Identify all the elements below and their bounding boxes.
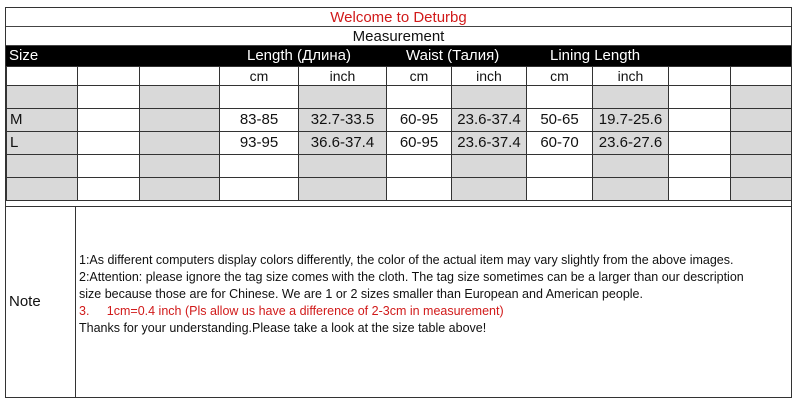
note-line-4: 3. 1cm=0.4 inch (Pls allow us have a difference of 2-3cm in measurement) <box>79 304 504 318</box>
cell: 23.6-37.4 <box>452 109 527 132</box>
unit-cell <box>78 67 140 86</box>
cell: 23.6-27.6 <box>593 132 669 155</box>
note-line-2: 2:Attention: please ignore the tag size comes with the cloth. The tag size sometimes can be a larger than our description <box>79 270 744 284</box>
cell: 83-85 <box>220 109 299 132</box>
cell <box>299 178 387 201</box>
unit-cell <box>731 67 792 86</box>
cell: 60-95 <box>387 109 452 132</box>
cell <box>527 86 593 109</box>
cell <box>140 178 220 201</box>
cell <box>140 109 220 132</box>
size-cell <box>7 86 78 109</box>
table-row <box>7 178 792 201</box>
cell <box>140 86 220 109</box>
header-length: Length (Длина) <box>247 47 351 64</box>
cell <box>452 178 527 201</box>
header-size: Size <box>9 47 39 64</box>
cell <box>593 155 669 178</box>
cell <box>78 178 140 201</box>
cell <box>452 86 527 109</box>
cell <box>220 178 299 201</box>
size-cell <box>7 155 78 178</box>
cell <box>220 86 299 109</box>
cell <box>669 132 731 155</box>
cell <box>593 86 669 109</box>
size-table <box>6 66 791 201</box>
note-section <box>6 206 791 397</box>
cell <box>527 178 593 201</box>
size-cell <box>7 178 78 201</box>
cell <box>387 155 452 178</box>
cell <box>140 155 220 178</box>
cell: 50-65 <box>527 109 593 132</box>
unit-cell <box>140 67 220 86</box>
cell <box>220 155 299 178</box>
cell: 23.6-37.4 <box>452 132 527 155</box>
cell <box>452 155 527 178</box>
cell: 32.7-33.5 <box>299 109 387 132</box>
unit-cell: inch <box>593 67 669 86</box>
unit-cell: inch <box>452 67 527 86</box>
size-cell: L <box>7 132 78 155</box>
unit-cell: cm <box>387 67 452 86</box>
chart-title: Welcome to Deturbg <box>6 8 791 27</box>
column-header-bar <box>6 46 791 66</box>
cell <box>78 86 140 109</box>
unit-cell <box>7 67 78 86</box>
cell: 36.6-37.4 <box>299 132 387 155</box>
note-label: Note <box>6 207 76 397</box>
size-cell: M <box>7 109 78 132</box>
cell <box>669 86 731 109</box>
cell <box>731 155 792 178</box>
cell <box>78 109 140 132</box>
unit-cell: cm <box>527 67 593 86</box>
cell <box>731 86 792 109</box>
header-lining-length: Lining Length <box>550 47 641 64</box>
table-row <box>7 132 792 155</box>
cell: 60-70 <box>527 132 593 155</box>
cell <box>78 155 140 178</box>
cell <box>731 109 792 132</box>
table-row <box>7 86 792 109</box>
note-line-1: 1:As different computers display colors differently, the color of the actual item may vary slightly from the above images. <box>79 253 734 267</box>
cell <box>299 86 387 109</box>
cell: 19.7-25.6 <box>593 109 669 132</box>
units-row <box>7 67 792 86</box>
cell <box>669 178 731 201</box>
note-line-3: size because those are for Chinese. We are 1 or 2 sizes smaller than European and American people. <box>79 287 643 301</box>
cell: 60-95 <box>387 132 452 155</box>
header-waist: Waist (Талия) <box>406 47 500 64</box>
cell <box>387 178 452 201</box>
note-text <box>79 252 789 337</box>
unit-cell <box>669 67 731 86</box>
cell <box>78 132 140 155</box>
table-row <box>7 155 792 178</box>
cell: 93-95 <box>220 132 299 155</box>
note-line-5: Thanks for your understanding.Please take a look at the size table above! <box>79 321 487 335</box>
cell <box>669 155 731 178</box>
cell <box>731 178 792 201</box>
cell <box>669 109 731 132</box>
cell <box>593 178 669 201</box>
cell <box>387 86 452 109</box>
unit-cell: inch <box>299 67 387 86</box>
cell <box>527 155 593 178</box>
cell <box>731 132 792 155</box>
cell <box>299 155 387 178</box>
unit-cell: cm <box>220 67 299 86</box>
cell <box>140 132 220 155</box>
table-row <box>7 109 792 132</box>
measurement-heading: Measurement <box>6 27 791 46</box>
size-chart <box>5 7 792 398</box>
